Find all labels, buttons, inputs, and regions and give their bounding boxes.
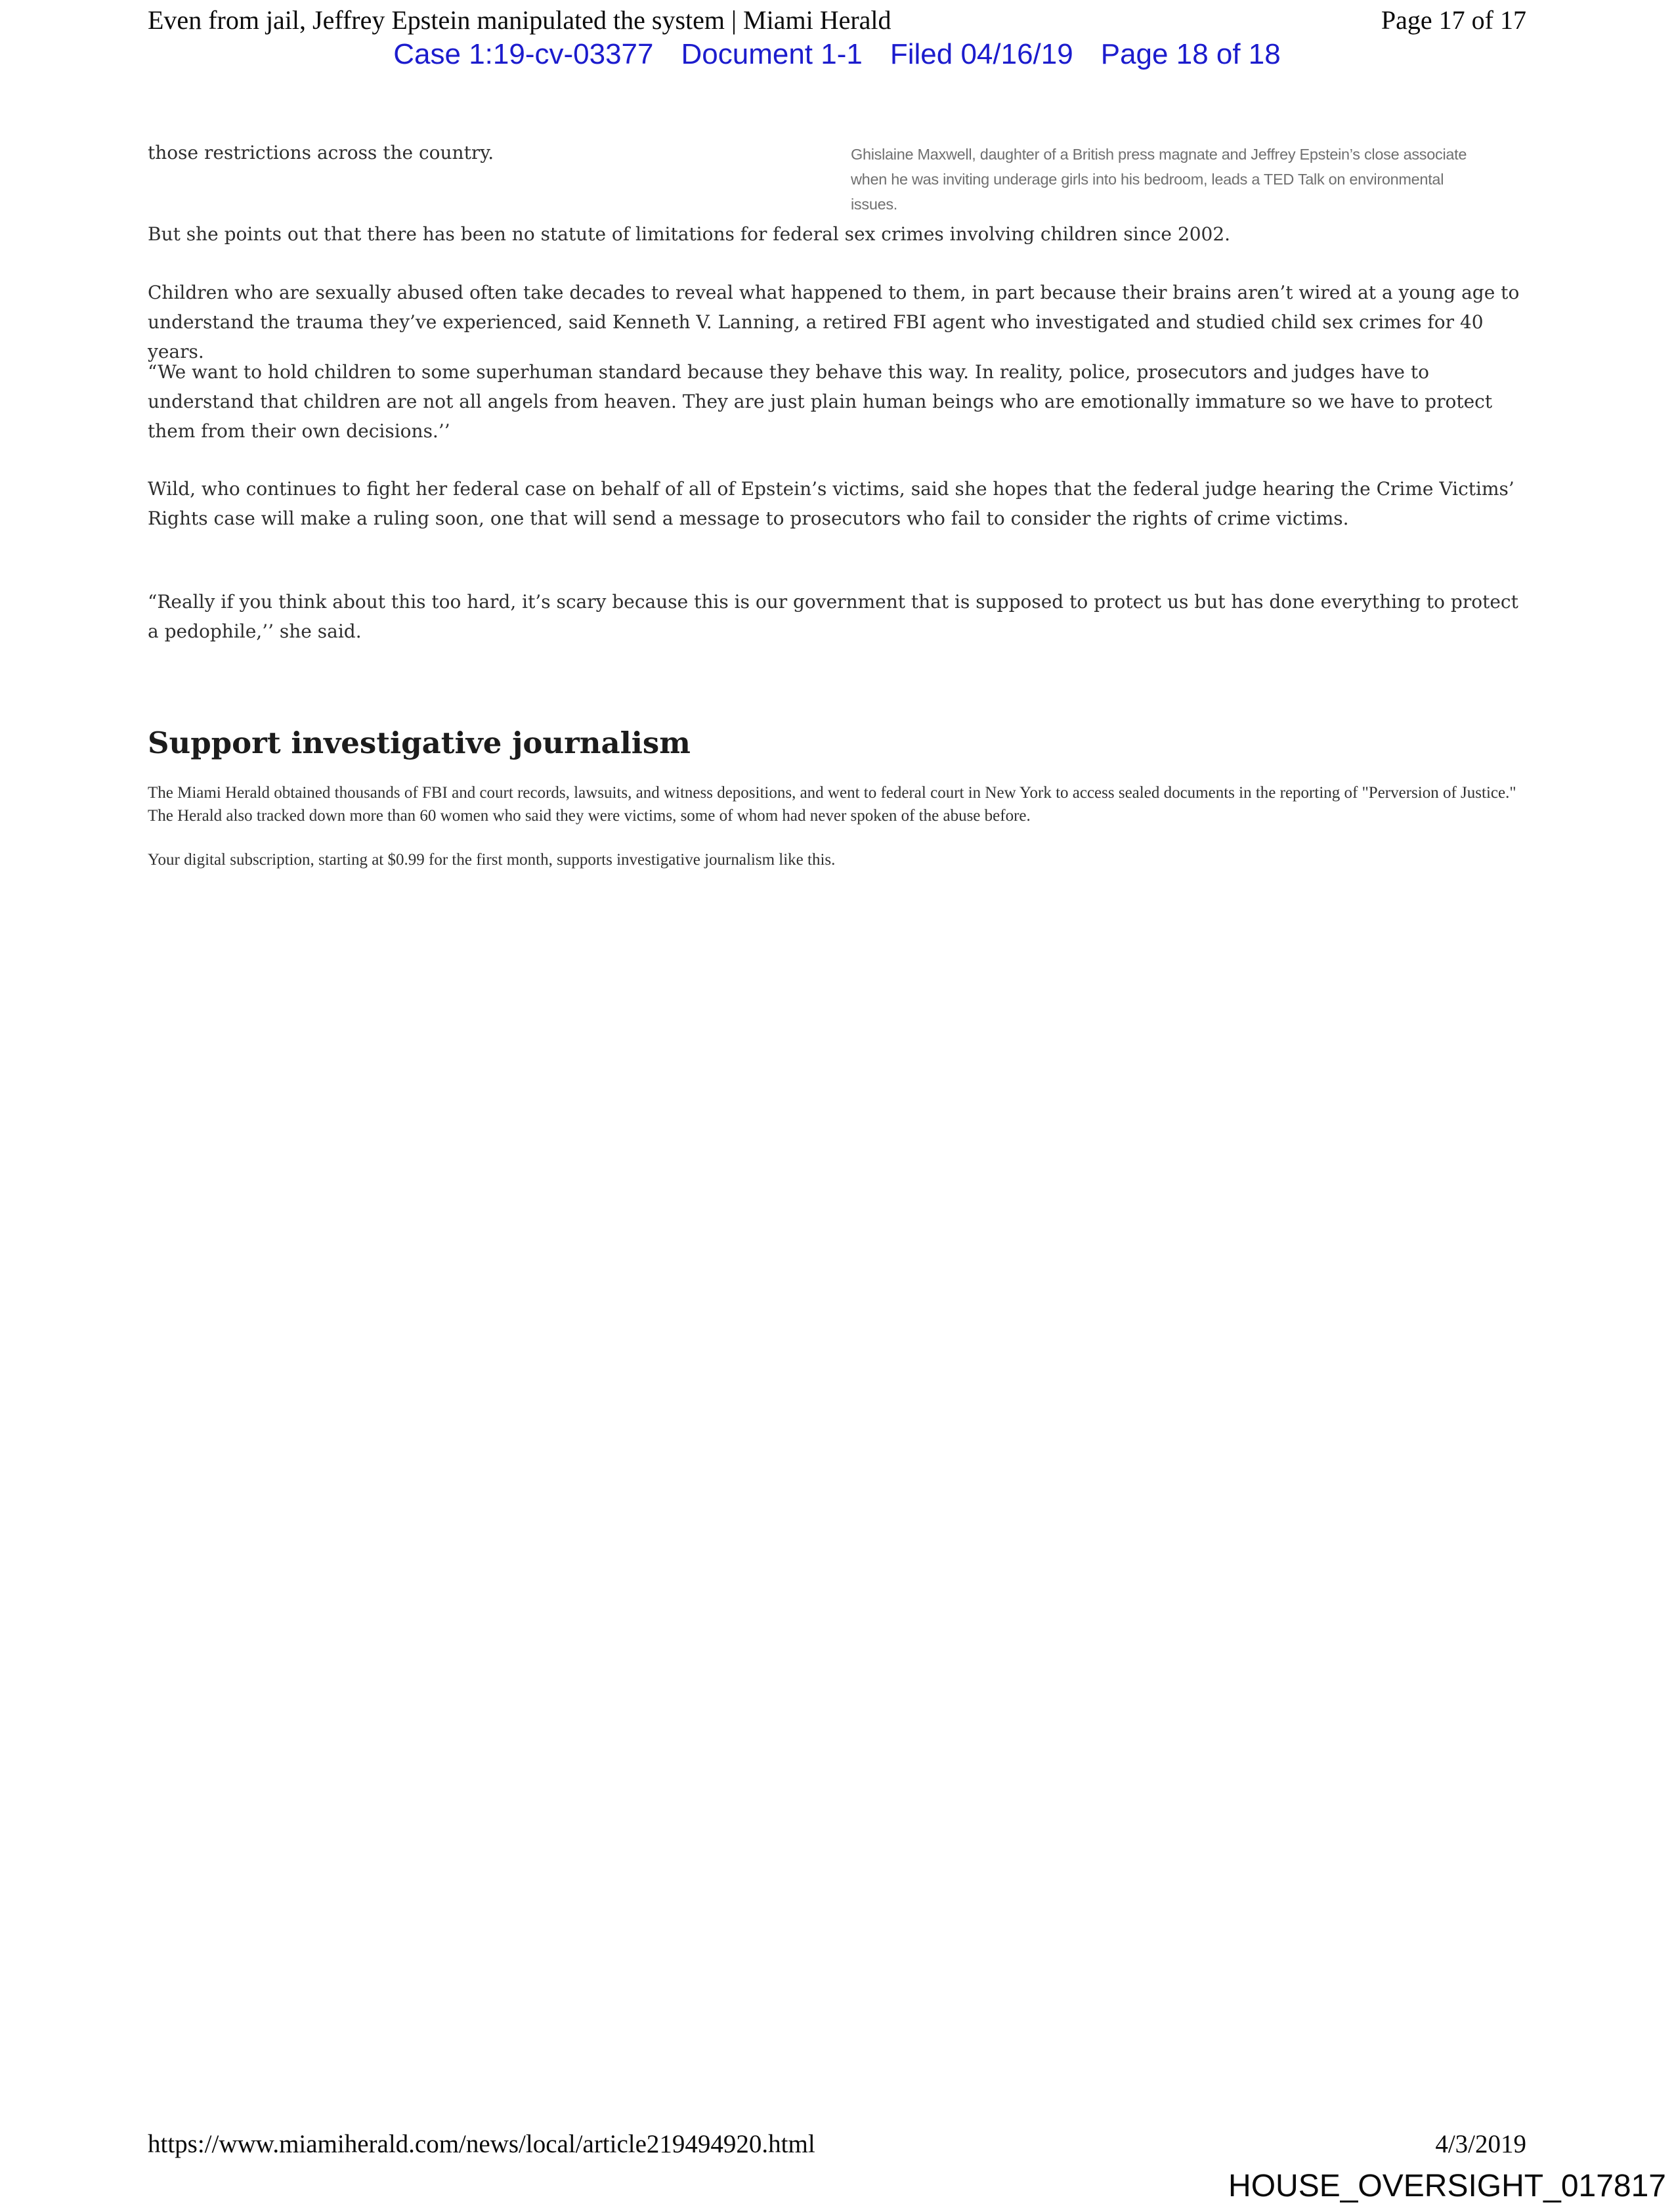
- section-heading: Support investigative journalism: [148, 726, 691, 760]
- bates-number: HOUSE_OVERSIGHT_017817: [1228, 2169, 1666, 2203]
- article-paragraph: “We want to hold children to some superhuman standard because they behave this way. In reality, police, prosecutors and judges have to understand that children are not all angels from heaven. They are just plain human beings who are emotionally immature so we have to protect them from their own decisions.’’: [148, 361, 1493, 442]
- page-indicator: Page 17 of 17: [1381, 5, 1526, 35]
- section-paragraph: The Miami Herald obtained thousands of FBI and court records, lawsuits, and witness depositions, and went to federal court in New York to access sealed documents in the reporting of "Perversion of Justice." The Herald also tracked down more than 60 women who said they were victims, some of whom had never spoken of the abuse before.: [148, 784, 1516, 825]
- article-paragraph: Wild, who continues to fight her federal case on behalf of all of Epstein’s victims, said she hopes that the federal judge hearing the Crime Victims’ Rights case will make a ruling soon, one that will send a message to prosecutors who fail to consider the rights of crime victims.: [148, 478, 1514, 529]
- stamp-filed-date: Filed 04/16/19: [890, 38, 1073, 70]
- print-header: [148, 4, 1526, 37]
- print-footer: [148, 2129, 1526, 2160]
- photo-caption: Ghislaine Maxwell, daughter of a British press magnate and Jeffrey Epstein’s close associate when he was inviting underage girls into his bedroom, leads a TED Talk on environmental issues.: [851, 146, 1467, 213]
- article-paragraph: Children who are sexually abused often take decades to reveal what happened to them, in part because their brains aren’t wired at a young age to understand the trauma they’ve experienced, said Kenneth V. Lanning, a retired FBI agent who investigated and studied child sex crimes for 40 years.: [148, 282, 1520, 362]
- article-paragraph: But she points out that there has been no statute of limitations for federal sex crimes involving children since 2002.: [148, 223, 1231, 245]
- document-title: Even from jail, Jeffrey Epstein manipulated the system | Miami Herald: [148, 5, 891, 35]
- footer-url: https://www.miamiherald.com/news/local/article219494920.html: [148, 2130, 815, 2158]
- section-paragraph: Your digital subscription, starting at $0.99 for the first month, supports investigative journalism like this.: [148, 851, 836, 869]
- footer-date: 4/3/2019: [1435, 2130, 1526, 2158]
- stamp-document-number: Document 1-1: [681, 38, 863, 70]
- stamp-page-number: Page 18 of 18: [1100, 38, 1281, 70]
- stamp-case-number: Case 1:19-cv-03377: [393, 38, 654, 70]
- court-stamp: [0, 37, 1674, 72]
- article-paragraph: those restrictions across the country.: [148, 142, 494, 163]
- article-paragraph: “Really if you think about this too hard, it’s scary because this is our government that is supposed to protect us but has done everything to protect a pedophile,’’ she said.: [148, 591, 1518, 642]
